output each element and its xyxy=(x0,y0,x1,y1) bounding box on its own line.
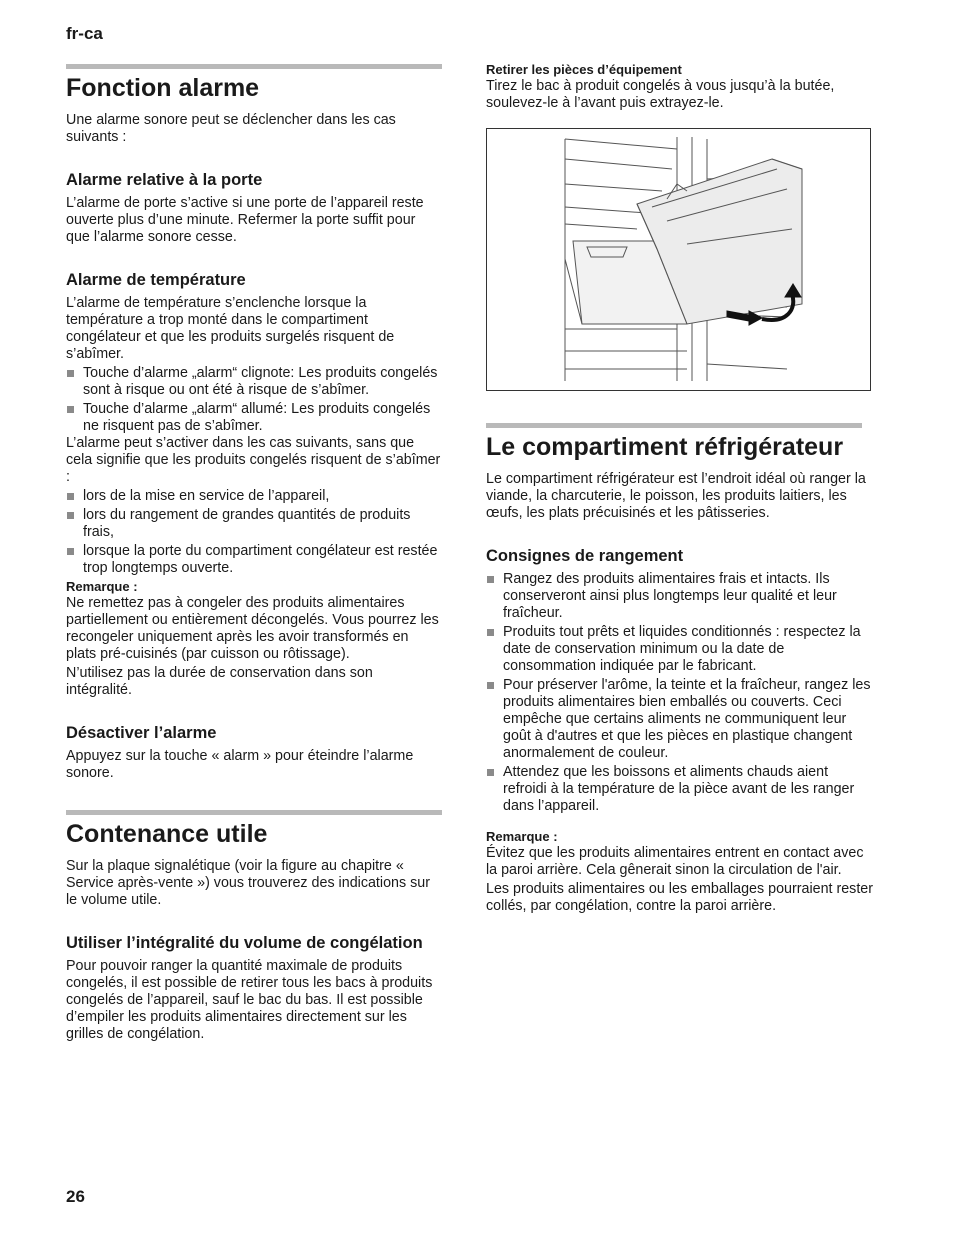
remark-label: Remarque : xyxy=(66,579,138,594)
remark-text: Évitez que les produits alimentaires entrent en contact avec la paroi arrière. Cela gênerait sinon la circulation de l'air. xyxy=(486,845,864,878)
bullet-square-icon xyxy=(67,406,74,413)
bullet-square-icon xyxy=(67,493,74,500)
remark-text: Ne remettez pas à congeler des produits alimentaires partiellement ou entièrement décongelés. Vous pourrez les recongeler uniquement après les avoir transformés en plats pré-cuisinés (par cuisson ou rôtissage). xyxy=(66,595,439,662)
remove-parts-label: Retirer les pièces d’équipement xyxy=(486,62,682,77)
temperature-alarm-title: Alarme de température xyxy=(66,271,246,289)
fridge-text: Le compartiment réfrigérateur est l’endroit idéal où ranger la viande, la charcuterie, le poisson, les produits laitiers, les œufs, les plats précuisinés et les pâtisseries. xyxy=(486,471,866,521)
door-alarm-text: L’alarme de porte s’active si une porte de l’appareil reste ouverte plus d’une minute. Refermer la porte suffit pour que l’alarme sonore cesse. xyxy=(66,195,424,245)
section-rule xyxy=(486,423,862,428)
left-column xyxy=(66,64,442,1043)
bullet-square-icon xyxy=(487,629,494,636)
bullet-square-icon xyxy=(487,682,494,689)
remove-parts-text: Tirez le bac à produit congelés à vous jusqu’à la butée, soulevez-le à l’avant puis extrayez-le. xyxy=(486,78,835,111)
list-item: Attendez que les boissons et aliments chauds aient refroidi à la température de la pièce avant de les ranger dans l’appareil. xyxy=(486,764,873,815)
temperature-alarm-text: L’alarme de température s’enclenche lorsque la température a trop monté dans le compartiment congélateur et que les produits surgelés risquent de s’abîmer. xyxy=(66,295,395,362)
capacity-text: Sur la plaque signalétique (voir la figure au chapitre « Service après-vente ») vous trouverez des indications sur le volume utile. xyxy=(66,858,430,908)
bullet-square-icon xyxy=(67,370,74,377)
temperature-bullets xyxy=(66,365,442,435)
deactivate-alarm-text: Appuyez sur la touche « alarm » pour éteindre l’alarme sonore. xyxy=(66,748,414,781)
page-number: 26 xyxy=(66,1187,85,1206)
section-rule xyxy=(66,810,442,815)
storage-instructions-title: Consignes de rangement xyxy=(486,547,684,565)
list-item: Touche d’alarme „alarm“ allumé: Les produits congelés ne risquent pas de s’abîmer. xyxy=(66,401,442,435)
list-item: Pour préserver l'arôme, la teinte et la fraîcheur, rangez les produits alimentaires bien emballés ou couverts. Ceci empêche que certains aliments ne communiquent leur goût à d'autres et que les pièces en plastique changent anormalement de couleur. xyxy=(486,677,873,762)
temperature-bullets-2 xyxy=(66,488,442,577)
right-column xyxy=(486,62,873,915)
alarm-section-title: Fonction alarme xyxy=(66,74,260,102)
alarm-intro: Une alarme sonore peut se déclencher dans les cas suivants : xyxy=(66,112,396,145)
remark-text-2: Les produits alimentaires ou les emballages pourraient rester collés, par congélation, contre la paroi arrière. xyxy=(486,881,874,914)
bullet-square-icon xyxy=(487,769,494,776)
remark-label: Remarque : xyxy=(486,829,558,844)
list-item: Produits tout prêts et liquides conditionnés : respectez la date de conservation minimum ou la date de consommation indiquée par le fabricant. xyxy=(486,624,873,675)
bullet-square-icon xyxy=(67,512,74,519)
bullet-square-icon xyxy=(487,576,494,583)
freezer-drawer-drawing xyxy=(487,129,872,392)
fridge-section-title: Le compartiment réfrigérateur xyxy=(486,433,844,461)
deactivate-alarm-title: Désactiver l’alarme xyxy=(66,724,217,742)
list-item: lorsque la porte du compartiment congélateur est restée trop longtemps ouverte. xyxy=(66,543,442,577)
full-volume-title: Utiliser l’intégralité du volume de congélation xyxy=(66,934,423,952)
temperature-alarm-text-2: L’alarme peut s’activer dans les cas suivants, sans que cela signifie que les produits congelés risquent de s’abîmer : xyxy=(66,435,441,485)
full-volume-text: Pour pouvoir ranger la quantité maximale de produits congelés, il est possible de retirer tous les bacs à produits congelés de l’appareil, sauf le bac du bas. Il est possible d’empiler les produits alimentaires directement sur les grilles de congélation. xyxy=(66,958,433,1042)
section-rule xyxy=(66,64,442,69)
bullet-square-icon xyxy=(67,548,74,555)
list-item: Touche d’alarme „alarm“ clignote: Les produits congelés sont à risque ou ont été à risque de s’abîmer. xyxy=(66,365,442,399)
freezer-drawer-illustration xyxy=(486,128,871,391)
language-code: fr-ca xyxy=(66,24,103,43)
door-alarm-title: Alarme relative à la porte xyxy=(66,171,263,189)
list-item: Rangez des produits alimentaires frais et intacts. Ils conserveront ainsi plus longtemps leur qualité et leur fraîcheur. xyxy=(486,571,873,622)
remark-text-2: N’utilisez pas la durée de conservation dans son intégralité. xyxy=(66,665,373,698)
capacity-section-title: Contenance utile xyxy=(66,820,268,848)
list-item: lors de la mise en service de l’appareil, xyxy=(66,488,442,505)
list-item: lors du rangement de grandes quantités de produits frais, xyxy=(66,507,442,541)
storage-bullets xyxy=(486,571,873,815)
